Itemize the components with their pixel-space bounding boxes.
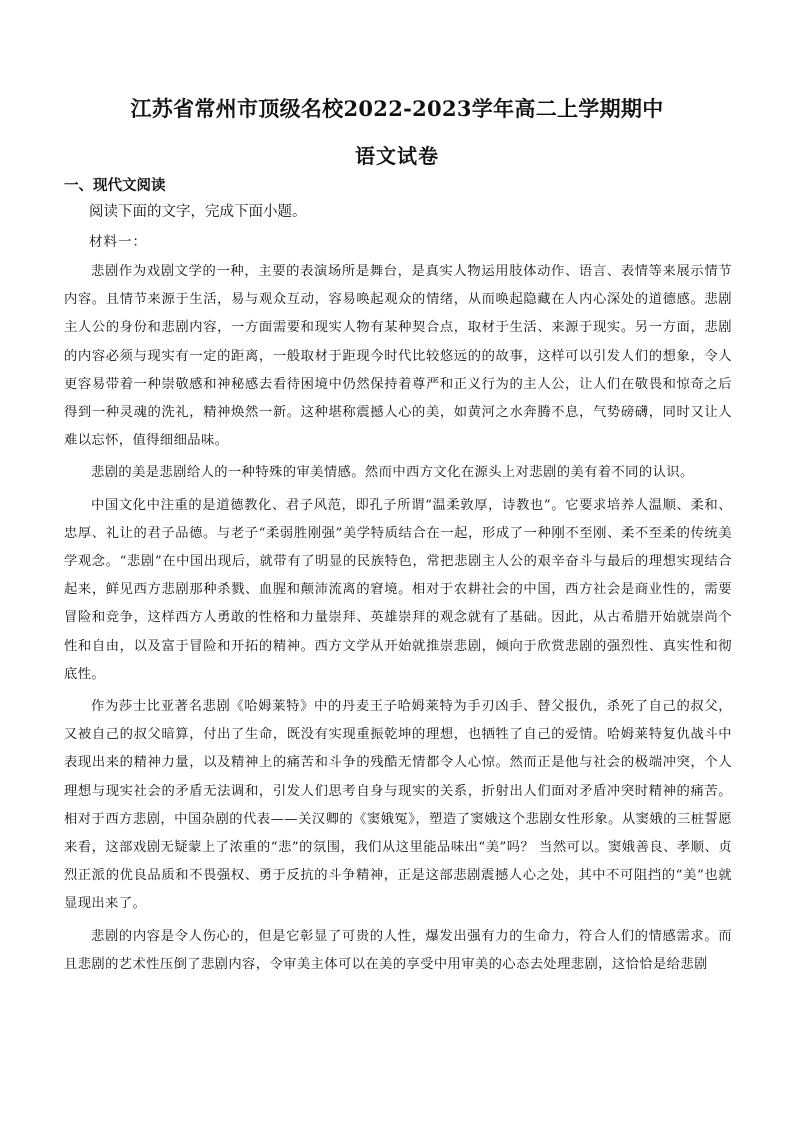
passage-paragraph-1: 悲剧作为戏剧文学的一种，主要的表演场所是舞台，是真实人物运用肢体动作、语言、表情等来展示情节内容。且情节来源于生活，易与观众互动，容易唤起观众的情绪，从而唤起隐藏在人内心深处的道德感。悲剧主人公的身份和悲剧内容，一方面需要和现实人物有某种契合点，取材于生活、来源于现实。另一方面，悲剧的内容必须与现实有一定的距离，一般取材于距现今时代比较悠远的的故事，这样可以引发人们的想象，令人更容易带着一种崇敬感和神秘感去看待困境中仍然保持着尊严和正义行为的主人公，让人们在敬畏和惊奇之后得到一种灵魂的洗礼，精神焕然一新。这种堪称震撼人心的美，如黄河之水奔腾不息，气势磅礴，同时又让人难以忘怀，值得细细品味。: [64, 264, 732, 449]
section-heading: 一、现代文阅读: [64, 178, 166, 194]
material-label: 材料一：: [89, 234, 147, 250]
passage-paragraph-2: 悲剧的美是悲剧给人的一种特殊的审美情感。然而中西方文化在源头上对悲剧的美有着不同的认识。: [91, 465, 694, 481]
passage-body: [64, 258, 732, 983]
passage-paragraph-5: 悲剧的内容是令人伤心的，但是它彰显了可贵的人性，爆发出强有力的生命力，符合人们的情感需求。而且悲剧的艺术性压倒了悲剧内容，令审美主体可以在美的享受中用审美的心态去处理悲剧，这恰恰是给悲剧: [64, 928, 732, 972]
exam-subtitle: 语文试卷: [355, 144, 439, 168]
passage-paragraph-3: 中国文化中注重的是道德教化、君子风范，即孔子所谓“温柔敦厚，诗教也”。它要求培养人温顺、柔和、忠厚、礼让的君子品德。与老子“柔弱胜刚强”美学特质结合在一起，形成了一种刚不至刚、柔不至柔的传统美学观念。“悲剧”在中国出现后，就带有了明显的民族特色，常把悲剧主人公的艰辛奋斗与最后的理想实现结合起来，鲜见西方悲剧那种杀戮、血腥和颠沛流离的窘境。相对于农耕社会的中国，西方社会是商业性的，需要冒险和竞争，这样西方人勇敢的性格和力量崇拜、英雄崇拜的观念就有了基础。因此，从古希腊开始就崇尚个性和自由，以及富于冒险和开拓的精神。西方文学从开始就推崇悲剧，倾向于欣赏悲剧的强烈性、真实性和彻底性。: [64, 497, 732, 682]
exam-title: 江苏省常州市顶级名校2022-2023学年高二上学期期中: [130, 96, 664, 121]
reading-instruction: 阅读下面的文字，完成下面小题。: [89, 204, 307, 220]
passage-paragraph-4: 作为莎士比亚著名悲剧《哈姆莱特》中的丹麦王子哈姆莱特为手刃凶手、替父报仇，杀死了自己的叔父，又被自己的叔父暗算，付出了生命，既没有实现重振乾坤的理想，也牺牲了自己的爱情。哈姆莱特复仇战斗中表现出来的精神力量，以及精神上的痛苦和斗争的残酷无情都令人心惊。然而正是他与社会的极端冲突，个人理想与现实社会的矛盾无法调和，引发人们思考自身与现实的关系，折射出人们面对矛盾冲突时精神的痛苦。相对于西方悲剧，中国杂剧的代表——关汉卿的《窦娥冤》，塑造了窦娥这个悲剧女性形象。从窦娥的三桩誓愿来看，这部戏剧无疑蒙上了浓重的“悲”的氛围，我们从这里能品味出“美”吗？ 当然可以。窦娥善良、孝顺、贞烈正派的优良品质和不畏强权、勇于反抗的斗争精神，正是这部悲剧震撼人心之处，其中不可阻挡的“美”也就显现出来了。: [64, 699, 732, 912]
